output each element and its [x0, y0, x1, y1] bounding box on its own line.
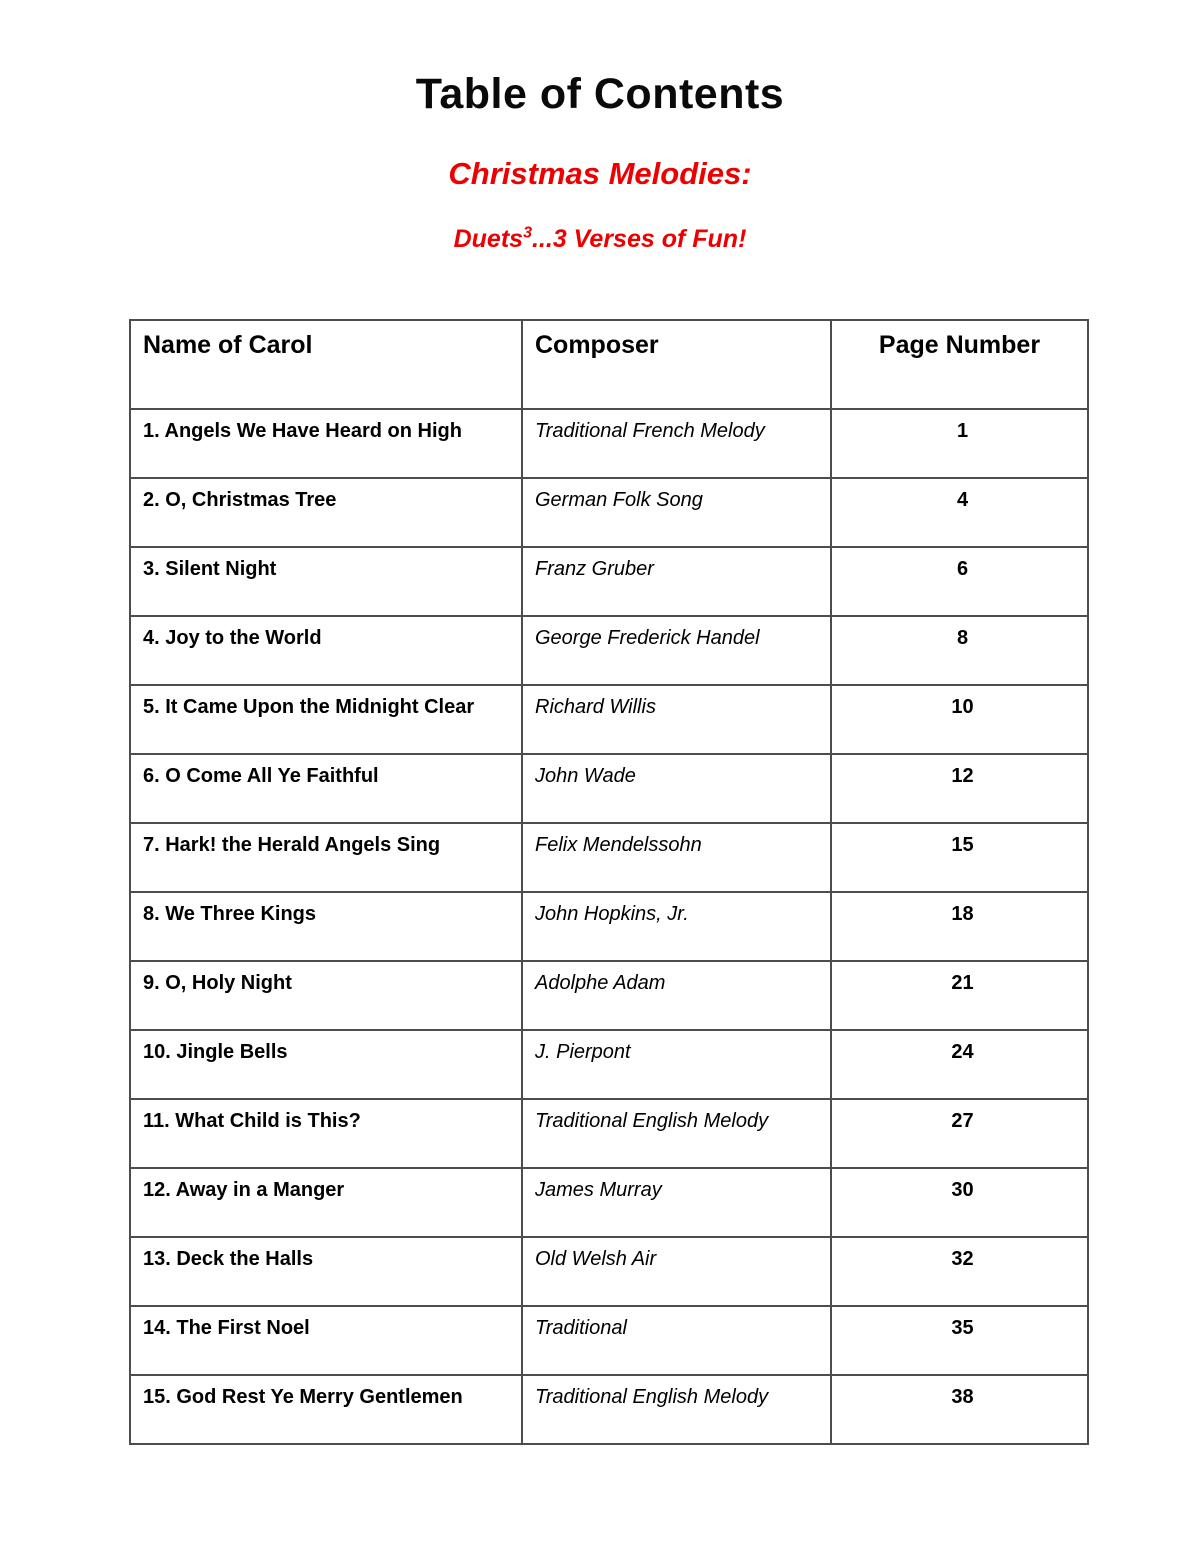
table-row: [130, 892, 1088, 961]
carol-name-cell: 8. We Three Kings: [130, 892, 522, 961]
column-header-composer: Composer: [522, 320, 831, 409]
composer-cell: Traditional: [522, 1306, 831, 1375]
page-number-cell: 32: [831, 1237, 1088, 1306]
composer-cell: John Hopkins, Jr.: [522, 892, 831, 961]
composer-cell: Franz Gruber: [522, 547, 831, 616]
header-row: [130, 320, 1088, 409]
table-row: [130, 754, 1088, 823]
page-number-cell: 15: [831, 823, 1088, 892]
carol-name-cell: 6. O Come All Ye Faithful: [130, 754, 522, 823]
carol-name-cell: 14. The First Noel: [130, 1306, 522, 1375]
table-row: [130, 547, 1088, 616]
table-row: [130, 409, 1088, 478]
page-number-cell: 38: [831, 1375, 1088, 1444]
composer-cell: Traditional English Melody: [522, 1099, 831, 1168]
page-number-cell: 8: [831, 616, 1088, 685]
table-row: [130, 961, 1088, 1030]
table-row: [130, 1306, 1088, 1375]
page-number-cell: 10: [831, 685, 1088, 754]
contents-table: [129, 319, 1089, 1445]
contents-table-header: [130, 320, 1088, 409]
page-number-cell: 24: [831, 1030, 1088, 1099]
carol-name-cell: 9. O, Holy Night: [130, 961, 522, 1030]
carol-name-cell: 4. Joy to the World: [130, 616, 522, 685]
column-header-name-of-carol: Name of Carol: [130, 320, 522, 409]
page-number-cell: 1: [831, 409, 1088, 478]
table-row: [130, 616, 1088, 685]
contents-table-body: [130, 409, 1088, 1444]
carol-name-cell: 7. Hark! the Herald Angels Sing: [130, 823, 522, 892]
table-row: [130, 685, 1088, 754]
table-row: [130, 1168, 1088, 1237]
carol-name-cell: 3. Silent Night: [130, 547, 522, 616]
composer-cell: German Folk Song: [522, 478, 831, 547]
tagline-prefix: Duets: [453, 224, 524, 253]
carol-name-cell: 10. Jingle Bells: [130, 1030, 522, 1099]
composer-cell: Felix Mendelssohn: [522, 823, 831, 892]
tagline-superscript: 3: [523, 224, 532, 242]
composer-cell: John Wade: [522, 754, 831, 823]
carol-name-cell: 1. Angels We Have Heard on High: [130, 409, 522, 478]
composer-cell: George Frederick Handel: [522, 616, 831, 685]
page-number-cell: 18: [831, 892, 1088, 961]
table-row: [130, 1375, 1088, 1444]
page-number-cell: 27: [831, 1099, 1088, 1168]
carol-name-cell: 2. O, Christmas Tree: [130, 478, 522, 547]
page-title: Table of Contents: [415, 70, 785, 118]
table-row: [130, 1099, 1088, 1168]
composer-cell: J. Pierpont: [522, 1030, 831, 1099]
collection-tagline: [0, 226, 1200, 254]
page-number-cell: 12: [831, 754, 1088, 823]
carol-name-cell: 13. Deck the Halls: [130, 1237, 522, 1306]
page-number-cell: 6: [831, 547, 1088, 616]
page-number-cell: 35: [831, 1306, 1088, 1375]
composer-cell: Richard Willis: [522, 685, 831, 754]
composer-cell: Traditional English Melody: [522, 1375, 831, 1444]
composer-cell: Traditional French Melody: [522, 409, 831, 478]
page-number-cell: 30: [831, 1168, 1088, 1237]
collection-title: Christmas Melodies:: [448, 156, 752, 192]
page-number-cell: 21: [831, 961, 1088, 1030]
carol-name-cell: 12. Away in a Manger: [130, 1168, 522, 1237]
carol-name-cell: 5. It Came Upon the Midnight Clear: [130, 685, 522, 754]
table-row: [130, 478, 1088, 547]
tagline-suffix: ...3 Verses of Fun!: [531, 224, 747, 253]
composer-cell: Old Welsh Air: [522, 1237, 831, 1306]
page-number-cell: 4: [831, 478, 1088, 547]
column-header-page-number: Page Number: [831, 320, 1088, 409]
table-row: [130, 1030, 1088, 1099]
composer-cell: Adolphe Adam: [522, 961, 831, 1030]
carol-name-cell: 11. What Child is This?: [130, 1099, 522, 1168]
composer-cell: James Murray: [522, 1168, 831, 1237]
carol-name-cell: 15. God Rest Ye Merry Gentlemen: [130, 1375, 522, 1444]
table-row: [130, 823, 1088, 892]
table-row: [130, 1237, 1088, 1306]
